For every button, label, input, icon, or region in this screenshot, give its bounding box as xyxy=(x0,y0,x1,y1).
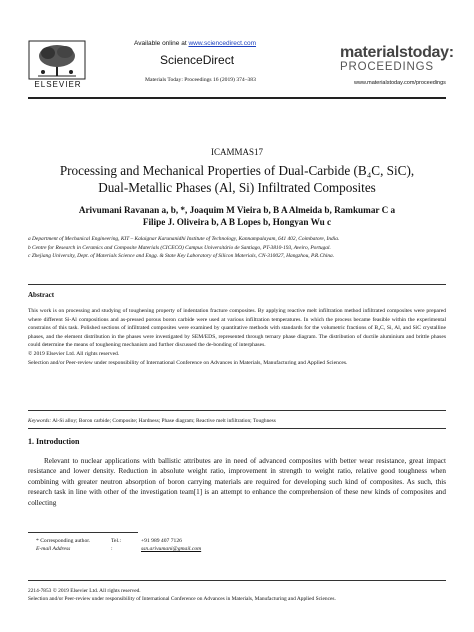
authors-line-1: Arivumani Ravanan a, b, *, Joaquim M Vieira b, B A Almeida b, Ramkumar C a xyxy=(78,205,396,215)
availability-prefix: Available online at xyxy=(134,40,189,47)
elsevier-tree-icon xyxy=(28,40,86,80)
proceedings-logo: PROCEEDINGS xyxy=(340,61,434,73)
sciencedirect-link[interactable]: www.sciencedirect.com xyxy=(188,40,257,47)
conference-name: ICAMMAS17 xyxy=(210,147,263,157)
keywords xyxy=(28,418,446,424)
abstract-body: This work is on processing and studying of toughening property of indentation fracture composites. By applying reactive melt infiltration method infiltrated composites were prepared where different Si-Al compositions and as-pressed porous boron carbide were used at various infiltration temperatures. In which the process became feasible within the experimental constrains of this task. Polished sections of infiltrated composites were examined by quantitative methods with standards for the volumetric fractions of B₄C, Si, Al, and SiC crystalline phases, and the element distribution in the phases were investigated by SEM/EDS, represented through ternary phase diagram. The distribution of ductile aluminium and brittle phases could determine the means of toughening mechanism and further discussed the de-bonding of interphases. xyxy=(28,308,446,349)
keywords-label: Keywords: xyxy=(28,418,52,424)
authors-line-2: Filipe J. Oliveira b, A B Lopes b, Hongyan Wu c xyxy=(142,217,332,227)
abstract-top-rule xyxy=(28,284,446,285)
abstract-heading: Abstract xyxy=(28,291,55,299)
corresponding-author-label: * Corresponding author. xyxy=(36,538,91,544)
footnote-rule xyxy=(28,532,138,533)
affiliation-b: b Centre for Research in Ceramics and Composite Materials (CICECO) Campus Universitário de Santiago, PT-3810-193, Aveiro, Portugal. xyxy=(28,244,331,251)
footnote-email-row xyxy=(36,545,201,553)
journal-url[interactable]: www.materialstoday.com/proceedings xyxy=(354,80,446,86)
bottom-rule xyxy=(28,580,446,581)
bottom-selection: Selection and/or Peer-review under responsibility of International Conference on Advances in Materials, Manufacturing and Applied Sciences. xyxy=(28,596,336,602)
keywords-bottom-rule xyxy=(28,428,446,429)
title-line-1: Processing and Mechanical Properties of Dual-Carbide (B₄C, SiC), xyxy=(59,163,415,178)
abstract-selection: Selection and/or Peer-review under responsibility of International Conference on Advances in Materials, Manufacturing and Applied Sciences. xyxy=(28,359,348,366)
author-list xyxy=(20,204,454,228)
affiliation-a: a Department of Mechanical Engineering, KIT – Kalaignar Karunanidhi Institute of Technology, Kannampalayam, 641 402, Coimbatore, India. xyxy=(28,236,340,242)
materials-today-logo: materialstoday: xyxy=(340,44,454,61)
keywords-list: Al-Si alloy; Boron carbide; Composite; Hardness; Phase diagram; Reactive melt infiltration; Toughness xyxy=(52,418,276,424)
email-address[interactable]: ssn.arivumani@gmail.com xyxy=(141,546,202,552)
introduction-body: Relevant to nuclear applications with ballistic attributes are in need of advanced composites with better wear resistance, great impact resistance and lower density. Reduction in absolute weight ratio, improvement in strength to weight ratio, relative good toughness when combining with greater neutron absorption of boron carrying materials are required for developing such kind of composites. As such, this research task in line with other of the investigation team[1] is an attempt to enhance the comprehension of these new kinds of composites and collecting xyxy=(28,457,446,507)
tel-number: +91 989 407 7126 xyxy=(141,538,182,544)
paper-title xyxy=(20,162,454,196)
header-divider xyxy=(28,97,446,99)
bottom-notice xyxy=(28,587,448,603)
brand-title: ScienceDirect xyxy=(160,53,235,67)
affiliations xyxy=(28,235,448,261)
title-line-2: Dual-Metallic Phases (Al, Si) Infiltrated Composites xyxy=(98,180,376,195)
email-label: E-mail Address xyxy=(36,546,71,552)
tel-label: Tel.: xyxy=(111,538,122,544)
availability-line xyxy=(134,40,256,47)
section-heading-introduction: 1. Introduction xyxy=(28,437,80,446)
affiliation-c: c Zhejiang University, Dept. of Materials Science and Engg. & State Key Laboratory of Silicon Materials, CN-310027, Hangzhou, P.R.China. xyxy=(28,253,335,259)
issn-line: 2214-7853 © 2019 Elsevier Ltd. All rights reserved. xyxy=(28,588,141,594)
corresponding-author-footnote xyxy=(36,537,201,553)
journal-citation: Materials Today: Proceedings 16 (2019) 374–383 xyxy=(145,77,256,83)
keywords-top-rule xyxy=(28,410,446,411)
footnote-tel-row xyxy=(36,537,201,545)
abstract-block xyxy=(28,307,446,367)
email-colon: : xyxy=(111,546,113,552)
publisher-name: ELSEVIER xyxy=(34,80,82,89)
abstract-copyright: © 2019 Elsevier Ltd. All rights reserved. xyxy=(28,350,120,357)
